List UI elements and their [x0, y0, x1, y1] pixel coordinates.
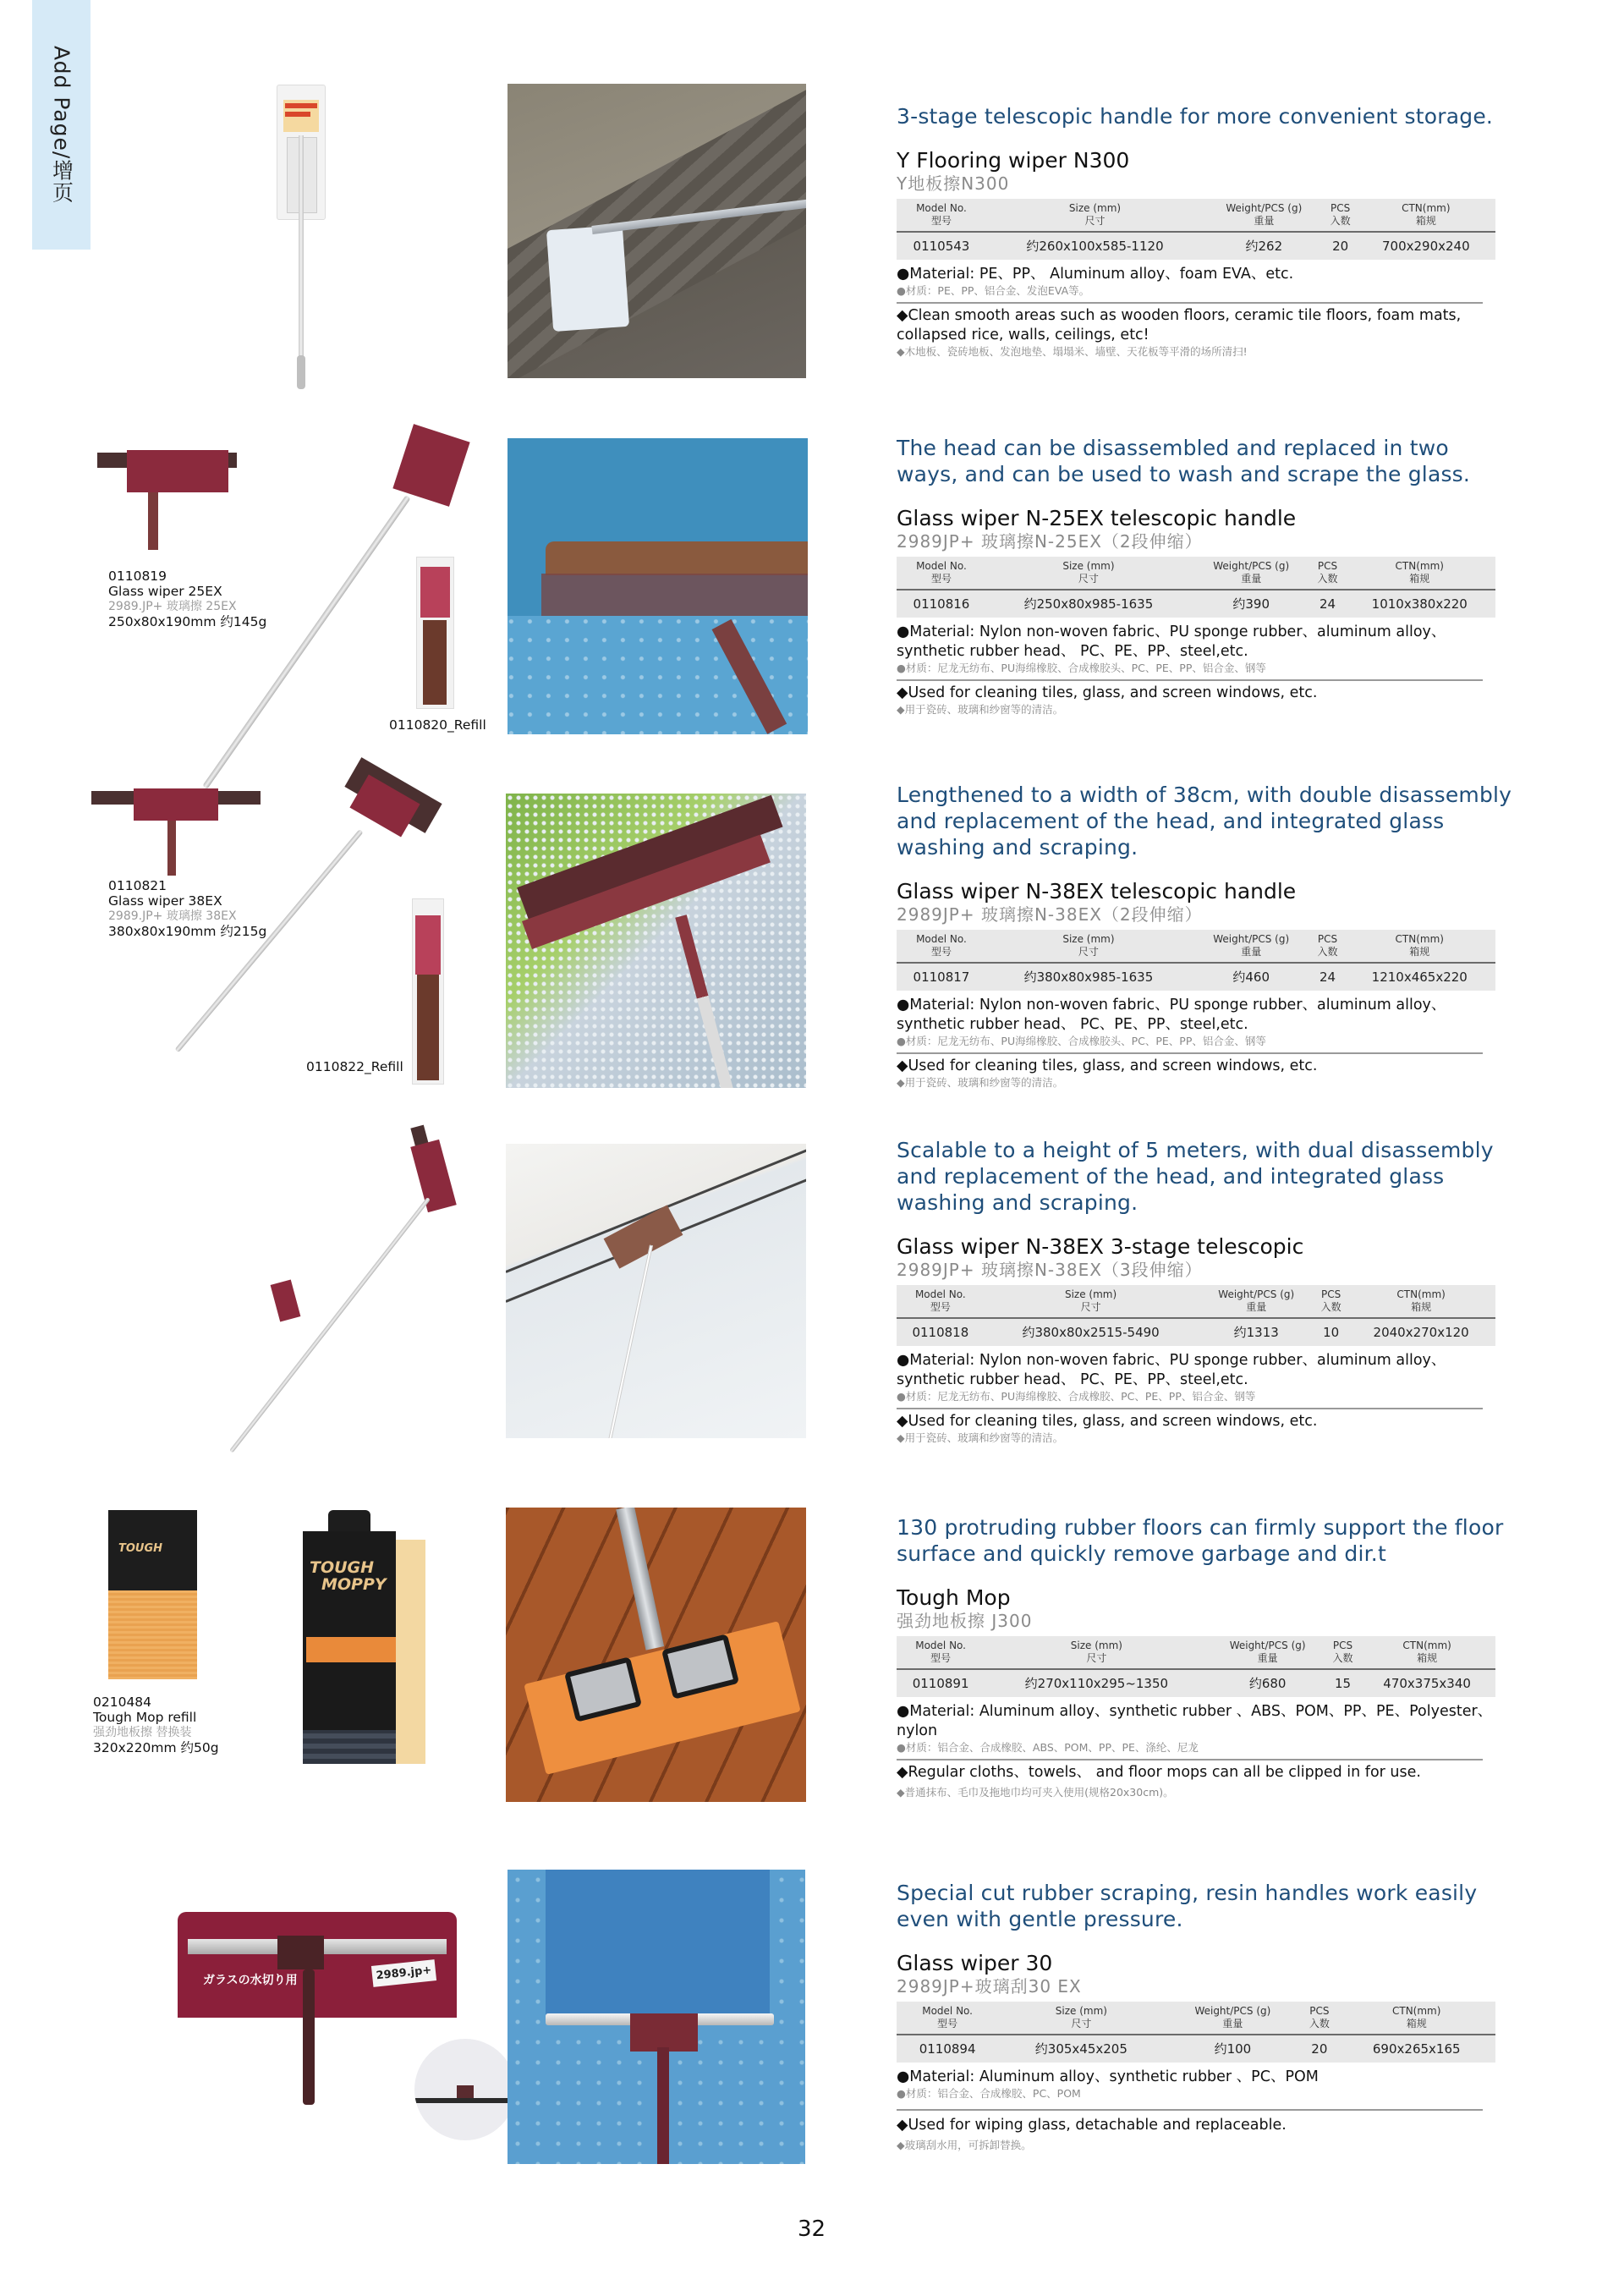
- tough-moppy-box-image: [303, 1510, 425, 1764]
- caption-name-cn: 强劲地板擦 替换装: [93, 1726, 192, 1739]
- cell-size: 约270x110x295~1350: [1024, 1676, 1169, 1691]
- spec-table: [897, 199, 1495, 260]
- product-details: [897, 1137, 1514, 1445]
- product-name: Glass wiper 30: [897, 1951, 1053, 1975]
- divider: [897, 1759, 1483, 1760]
- table-row: [897, 2035, 1495, 2063]
- cell-model: 0110816: [913, 596, 970, 612]
- header-model: Model No. 型号: [897, 930, 986, 963]
- product-name-cn: 2989JP+ 玻璃擦N-38EX（2段伸缩）: [897, 904, 1203, 925]
- package-brand-text: 2989.jp+: [371, 1959, 436, 1987]
- spec-table: [897, 1636, 1495, 1697]
- material-en: ●Material: Aluminum alloy、synthetic rubber 、PC、POM: [897, 2068, 1319, 2085]
- product-photo-high-window: [506, 1144, 806, 1438]
- product-details: [897, 1514, 1514, 1799]
- header-weight: Weight/PCS (g) 重量: [1204, 199, 1325, 232]
- header-pcs: PCS 入数: [1311, 930, 1343, 963]
- header-ctn: CTN(mm) 箱规: [1344, 557, 1495, 590]
- cell-ctn: 2040x270x120: [1373, 1324, 1469, 1340]
- product-name-cn: 强劲地板擦 J300: [897, 1611, 1033, 1631]
- cell-pcs: 20: [1332, 238, 1349, 254]
- cell-ctn: 700x290x240: [1381, 238, 1470, 254]
- product-name-cn: 2989JP+玻璃刮30 EX: [897, 1976, 1082, 1997]
- long-pole-wiper-image: [127, 1121, 482, 1476]
- add-page-label: Add Page/增页: [49, 46, 74, 204]
- use-en: ◆Used for cleaning tiles, glass, and screen windows, etc.: [897, 1413, 1318, 1430]
- material-cn: ●材质：铝合金、合成橡胶、ABS、POM、PP、PE、涤纶、尼龙: [897, 1741, 1199, 1754]
- use-en: ◆Used for cleaning tiles, glass, and screen windows, etc.: [897, 1057, 1318, 1074]
- use-cn: ◆用于瓷砖、玻璃和纱窗等的清洁。: [897, 703, 1064, 716]
- product-details: [897, 782, 1514, 1090]
- header-model: Model No. 型号: [897, 199, 986, 232]
- cell-size: 约260x100x585-1120: [1026, 239, 1164, 254]
- header-size: Size (mm) 尺寸: [985, 1285, 1198, 1318]
- header-pcs: PCS 入数: [1311, 557, 1343, 590]
- header-model: Model No. 型号: [897, 2002, 998, 2035]
- header-weight: Weight/PCS (g) 重量: [1191, 930, 1311, 963]
- table-row: [897, 1318, 1495, 1346]
- divider: [897, 1052, 1483, 1054]
- spec-table: [897, 2002, 1495, 2063]
- cell-weight: 约390: [1232, 596, 1270, 612]
- header-pcs: PCS 入数: [1301, 2002, 1337, 2035]
- divider: [897, 2109, 1483, 2111]
- table-row: [897, 1669, 1495, 1697]
- use-en: ◆Used for cleaning tiles, glass, and screen windows, etc.: [897, 684, 1318, 701]
- header-size: Size (mm) 尺寸: [986, 199, 1204, 232]
- side-caption: [93, 1695, 219, 1755]
- cell-pcs: 20: [1311, 2041, 1328, 2057]
- material-en: ●Material: Nylon non-woven fabric、PU sponge rubber、aluminum alloy、synthetic rubber head、 PC、PE、PP、steel,etc.: [897, 997, 1446, 1033]
- header-weight: Weight/PCS (g) 重量: [1191, 557, 1311, 590]
- product-name: Tough Mop: [897, 1585, 1011, 1610]
- table-row: [897, 590, 1495, 618]
- cell-model: 0110818: [912, 1324, 969, 1340]
- product-name: Glass wiper N-38EX 3-stage telescopic: [897, 1234, 1304, 1259]
- product-package-image: [277, 85, 326, 398]
- use-cn: ◆普通抹布、毛巾及拖地巾均可夹入使用(规格20x30cm)。: [897, 1786, 1174, 1799]
- use-en: ◆Clean smooth areas such as wooden floors, ceramic tile floors, foam mats, collapsed rice, walls, ceilings, etc!: [897, 307, 1462, 343]
- caption-spec: 380x80x190mm 约215g: [108, 924, 267, 939]
- cell-model: 0110543: [913, 238, 970, 254]
- product-details: [897, 103, 1514, 359]
- cell-size: 约305x45x205: [1034, 2041, 1127, 2057]
- header-ctn: CTN(mm) 箱规: [1358, 1636, 1495, 1669]
- header-pcs: PCS 入数: [1325, 199, 1357, 232]
- product-headline: Lengthened to a width of 38cm, with double disassembly and replacement of the head, and integrated glass washing and scraping.: [897, 783, 1512, 860]
- header-size: Size (mm) 尺寸: [985, 1636, 1208, 1669]
- cell-ctn: 1210x465x220: [1371, 969, 1468, 985]
- caption-model: 0110821: [108, 878, 167, 893]
- use-en: ◆Regular cloths、towels、 and floor mops can all be clipped in for use.: [897, 1764, 1421, 1781]
- refill-label: 0110820_Refill: [389, 717, 486, 733]
- material-en: ●Material: Nylon non-woven fabric、PU sponge rubber、aluminum alloy、synthetic rubber head、 PC、PE、PP、steel,etc.: [897, 1352, 1446, 1388]
- product-photo-glass: [508, 438, 808, 734]
- use-cn: ◆玻璃刮水用，可拆卸替换。: [897, 2139, 1032, 2151]
- cell-size: 约380x80x985-1635: [1023, 969, 1154, 985]
- cell-pcs: 15: [1334, 1675, 1352, 1691]
- use-cn: ◆用于瓷砖、玻璃和纱窗等的清洁。: [897, 1076, 1064, 1089]
- product-photo-wood-floor: [506, 1508, 806, 1802]
- material-cn: ●材质：尼龙无纺布、PU海绵橡胶、合成橡胶头、PC、PE、PP、铝合金、钢等: [897, 1035, 1266, 1047]
- package-brand-text: TOUGH: [118, 1542, 163, 1555]
- product-photo-squeegee: [508, 1870, 805, 2164]
- cell-model: 0110891: [912, 1675, 969, 1691]
- hands-detail-image: [414, 2039, 516, 2140]
- cell-model: 0110894: [919, 2041, 976, 2057]
- caption-name: Glass wiper 25EX: [108, 584, 222, 599]
- product-headline: The head can be disassembled and replaced in two ways, and can be used to wash and scrape the glass.: [897, 436, 1471, 486]
- product-details: [897, 1880, 1514, 2152]
- product-name: Y Flooring wiper N300: [897, 148, 1130, 173]
- package-jp-text: ガラスの水切り用: [203, 1974, 298, 1987]
- product-name: Glass wiper N-38EX telescopic handle: [897, 879, 1297, 904]
- cell-weight: 约262: [1245, 239, 1283, 254]
- wiper-30-package-image: [178, 1912, 457, 2106]
- product-headline: 130 protruding rubber floors can firmly support the floor surface and quickly remove garbage and dir.t: [897, 1515, 1504, 1566]
- material-en: ●Material: Aluminum alloy、synthetic rubber 、ABS、POM、PP、PE、Polyester、 nylon: [897, 1703, 1493, 1739]
- cell-ctn: 1010x380x220: [1371, 596, 1468, 612]
- header-pcs: PCS 入数: [1315, 1285, 1347, 1318]
- refill-package-image: [108, 1510, 197, 1679]
- telescopic-wiper-image: [144, 770, 448, 1074]
- header-ctn: CTN(mm) 箱规: [1347, 1285, 1495, 1318]
- add-page-tab[interactable]: [32, 0, 91, 250]
- material-en: ●Material: Nylon non-woven fabric、PU sponge rubber、aluminum alloy、synthetic rubber head、 PC、PE、PP、steel,etc.: [897, 623, 1446, 660]
- caption-name-cn: 2989.JP+ 玻璃擦 25EX: [108, 600, 237, 613]
- cell-weight: 约460: [1232, 969, 1270, 985]
- use-cn: ◆木地板、瓷砖地板、发泡地垫、塌塌米、墙壁、天花板等平滑的场所清扫!: [897, 345, 1248, 358]
- material-cn: ●材质：铝合金、合成橡胶、PC、POM: [897, 2087, 1081, 2100]
- caption-spec: 250x80x190mm 约145g: [108, 614, 267, 629]
- cell-pcs: 10: [1323, 1324, 1340, 1340]
- product-photo-floor: [508, 84, 806, 378]
- cell-model: 0110817: [913, 969, 970, 985]
- header-weight: Weight/PCS (g) 重量: [1197, 1285, 1315, 1318]
- product-details: [897, 435, 1514, 717]
- caption-name: Glass wiper 38EX: [108, 893, 222, 909]
- product-name: Glass wiper N-25EX telescopic handle: [897, 506, 1297, 530]
- header-ctn: CTN(mm) 箱规: [1344, 930, 1495, 963]
- header-ctn: CTN(mm) 箱规: [1357, 199, 1495, 232]
- divider: [897, 302, 1483, 304]
- table-row: [897, 232, 1495, 260]
- header-model: Model No. 型号: [897, 1285, 985, 1318]
- cell-size: 约250x80x985-1635: [1023, 596, 1154, 612]
- caption-name: Tough Mop refill: [93, 1710, 197, 1725]
- divider: [897, 679, 1483, 681]
- spec-table: [897, 557, 1495, 618]
- box-text-line1: TOUGH: [310, 1558, 375, 1577]
- material-cn: ●材质：PE、PP、铝合金、发泡EVA等。: [897, 284, 1090, 297]
- use-en: ◆Used for wiping glass, detachable and replaceable.: [897, 2117, 1287, 2134]
- product-headline: Special cut rubber scraping, resin handles work easily even with gentle pressure.: [897, 1881, 1478, 1931]
- cell-pcs: 24: [1319, 596, 1336, 612]
- caption-model: 0110819: [108, 569, 167, 584]
- cell-weight: 约1313: [1233, 1325, 1279, 1340]
- product-name-cn: 2989JP+ 玻璃擦N-38EX（3段伸缩）: [897, 1260, 1203, 1280]
- header-weight: Weight/PCS (g) 重量: [1209, 1636, 1327, 1669]
- header-pcs: PCS 入数: [1327, 1636, 1358, 1669]
- caption-name-cn: 2989.JP+ 玻璃擦 38EX: [108, 909, 237, 923]
- cell-pcs: 24: [1319, 969, 1336, 985]
- use-cn: ◆用于瓷砖、玻璃和纱窗等的清洁。: [897, 1431, 1064, 1444]
- cell-ctn: 470x375x340: [1383, 1675, 1471, 1691]
- material-en: ●Material: PE、PP、 Aluminum alloy、foam EVA、etc.: [897, 266, 1294, 283]
- page-number: 32: [798, 2216, 826, 2242]
- product-photo-window: [506, 794, 806, 1088]
- cell-size: 约380x80x2515-5490: [1022, 1325, 1160, 1340]
- spec-table: [897, 1285, 1495, 1346]
- product-headline: 3-stage telescopic handle for more convenient storage.: [897, 104, 1494, 129]
- cell-ctn: 690x265x165: [1372, 2041, 1461, 2057]
- product-name-cn: 2989JP+ 玻璃擦N-25EX（2段伸缩）: [897, 531, 1203, 552]
- caption-spec: 320x220mm 约50g: [93, 1740, 219, 1755]
- refill-package-image: [416, 557, 454, 709]
- material-cn: ●材质：尼龙无纺布、PU海绵橡胶、合成橡胶、PC、PE、PP、铝合金、钢等: [897, 1390, 1256, 1403]
- header-weight: Weight/PCS (g) 重量: [1165, 2002, 1302, 2035]
- header-model: Model No. 型号: [897, 557, 986, 590]
- refill-label: 0110822_Refill: [306, 1059, 403, 1074]
- header-size: Size (mm) 尺寸: [986, 557, 1191, 590]
- header-size: Size (mm) 尺寸: [986, 930, 1191, 963]
- header-model: Model No. 型号: [897, 1636, 985, 1669]
- product-name-cn: Y地板擦N300: [897, 173, 1010, 194]
- box-text-line2: MOPPY: [321, 1575, 387, 1594]
- material-cn: ●材质：尼龙无纺布、PU海绵橡胶、合成橡胶头、PC、PE、PP、铝合金、钢等: [897, 662, 1266, 674]
- cell-weight: 约680: [1248, 1676, 1287, 1691]
- header-ctn: CTN(mm) 箱规: [1337, 2002, 1495, 2035]
- divider: [897, 1408, 1483, 1409]
- spec-table: [897, 930, 1495, 991]
- product-headline: Scalable to a height of 5 meters, with dual disassembly and replacement of the head, and integrated glass washing and scraping.: [897, 1138, 1494, 1215]
- refill-package-image: [412, 898, 444, 1085]
- header-size: Size (mm) 尺寸: [998, 2002, 1164, 2035]
- caption-model: 0210484: [93, 1695, 152, 1710]
- table-row: [897, 963, 1495, 991]
- cell-weight: 约100: [1214, 2041, 1252, 2057]
